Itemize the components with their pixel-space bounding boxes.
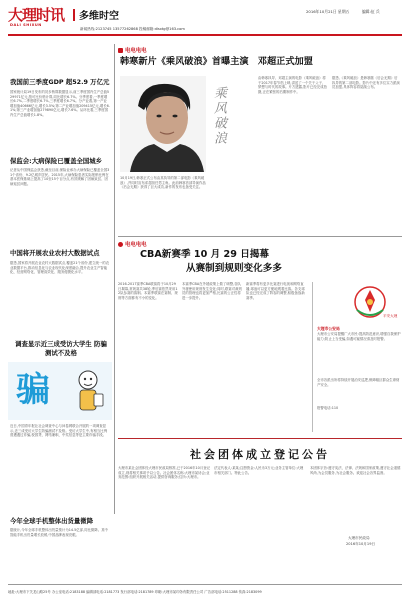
feature-headline: 韩寒新片《乘风破浪》首曝主演 邓超正式加盟	[120, 56, 313, 67]
date-line: 2016年10月21日 星期五	[306, 9, 350, 14]
cba-headline-2: 从赛制到规则变化多多	[186, 263, 282, 274]
left-headline-4: 调查显示近三成受访大学生 防骗测试不及格	[15, 340, 107, 357]
left-headline-3: 中国将开展农业农村大数据试点	[10, 249, 100, 257]
editor-line: 编辑:伍 兵	[362, 9, 380, 14]
feature-body-col3: 据悉,《乘风破浪》是韩寒继《后会无期》后执导的第二部电影。影片中还有多位实力派演员加盟,具体阵容将陆续公布。	[332, 76, 400, 89]
left-body-1: 国家统计局19日发布的初步核算数据显示,前三季度国内生产总值529971亿元,按可比价格计算,同比增长6.7%。分季度看,一季度增长6.7%,二季度增长6.7%,三季度增长6.7%。分产业看,第一产业增加值40666亿元,增长3.5%;第二产业增加值209415亿元,增长6.1%;第三产业增加值279890亿元,增长7.6%。从环比看,三季度国内生产总值增长1.8%。	[10, 90, 110, 117]
left-body-6: 据统计,今年全球手机整体出货量预计为14.5亿部,同比微降。其中智能手机出货量增长放缓,中国品牌表现亮眼。	[10, 528, 108, 537]
police-logo-text: 平安大理	[383, 314, 398, 318]
brand-sub: DALI SHIXUN	[10, 23, 42, 27]
calligraphy-text: 乘风破浪	[211, 86, 226, 146]
notice-body-a: 大理市某社会团体经大理市民政局核准,已于2016年10月登记成立,现将相关事项予以公告。社会团体名称:大理市某协会;业务范围:组织开展相关活动,提供咨询服务;住所:大理市。	[118, 466, 210, 479]
notice-body-c: 本团体宗旨:遵守宪法、法律、法规和国家政策,遵守社会道德风尚,为会员服务,为社会服务。欢迎社会各界监督。	[310, 466, 401, 475]
fraud-illustration	[8, 362, 112, 420]
police-item-2: 全市各派出所将持续开展治安巡逻,保障辖区群众生命财产安全。	[317, 378, 400, 387]
notice-top-rule	[118, 438, 402, 439]
masthead-red-rule	[8, 34, 402, 36]
cba-headline-1: CBA新赛季 10 月 29 日揭幕	[140, 249, 269, 260]
cba-section-tag: 电电电电	[118, 240, 147, 248]
column-divider	[114, 44, 115, 514]
police-body: 大理市公安局提醒广大市民:提高防范意识,增强自我保护能力;防止上当受骗,如遇可疑情况请及时报警。	[317, 332, 401, 341]
left-body-3: 据悉,国家将开展农业农村大数据试点,覆盖21个省份,建立统一的农业数据平台,推动信息化与农业现代化深度融合,提升农业生产智能化、经营网络化、管理高效化、服务便捷化水平。	[10, 261, 110, 274]
footer-rule	[8, 584, 402, 585]
left-headline-2: 保监会:大病保险已覆盖全国城乡	[10, 157, 103, 165]
cba-top-rule	[118, 236, 402, 237]
portrait-icon	[120, 76, 206, 172]
left-headline-1: 我国前三季度GDP 超52.9 万亿元	[10, 78, 110, 86]
footer	[8, 584, 402, 600]
notice-title: 社会团体成立登记公告	[190, 448, 330, 461]
left-column	[8, 44, 112, 554]
basketball-icon	[118, 242, 123, 247]
actor-photo	[120, 76, 206, 172]
feature-article	[118, 44, 402, 232]
masthead	[0, 0, 410, 40]
notice-signature: 大理市民政局	[348, 536, 370, 540]
notice-body-b: 法定代表人:某某;注册资金:人民币3万元;业务主管单位:大理市相关部门。特此公告。	[214, 466, 304, 475]
feature-body-col1: 10月19日,韩寒正式公布由其执导的第二部电影《乘风破浪》,并同时宣布邓超担任男主角。此前韩寒首部导演作品《后会无期》获得了巨大成功,新作的发布也备受关注。	[120, 176, 206, 189]
feature-section-tag: 电电电电	[118, 46, 147, 54]
left-headline-6: 今年全球手机整体出货量微降	[10, 517, 94, 525]
cartoon-figure-icon	[68, 368, 108, 416]
section-title: 多维时空	[79, 11, 119, 22]
feature-body-col2: 由韩寒执导、邓超主演的电影《乘风破浪》将于2017年春节档上映,讲述了一个关于父子、梦想与时代的故事。片方透露,影片已经完成拍摄,正在紧张的后期制作中。	[258, 76, 327, 94]
meta-line: 新闻热线:2123745 13577262868 投稿邮箱:dlsxtg@163.com	[80, 27, 185, 31]
police-item-3: 报警电话:110	[317, 406, 339, 410]
left-body-2: 记者从中国保监会获悉,截至目前,保险业承办大病保险已覆盖全国31个省份、9.2亿城乡居民。2015年,大病保险患者实际报销比例在基本医保基础上提高了10至15个百分点,有效缓解了因病致贫、因病返贫问题。	[10, 168, 110, 186]
section-divider-icon	[73, 9, 75, 21]
notice-section	[118, 438, 402, 558]
notice-date: 2016年10月19日	[346, 542, 376, 546]
film-calligraphy	[210, 86, 250, 170]
cba-body-col2: 本赛季CBA在外援政策上做了调整,各队外援使用规则发生变化;同时,联赛对裁判员的管理也将更加严格,比赛的公正性将进一步提升。	[182, 282, 242, 300]
cba-body-col1: 2016-2017赛季CBA联赛将于10月29日揭幕,常规赛共38轮,季后赛依然采用12队参赛的赛制。本赛季联赛在赛制、规则等方面都有不小的变化。	[118, 282, 178, 300]
police-box	[312, 282, 402, 432]
left-body-5: 近日,中国青年报社社会调查中心与问卷网联合开展的一项调查显示,近三成受访大学生防骗测试不及格。受访大学生中,有相当比例曾遭遇过诈骗,校园贷、网络兼职、中奖信息等是主要诈骗手段。	[10, 424, 108, 437]
footer-text: 地址:大理市下关龙山路25号 办公室电话:2183188 编辑部电话:2181773 发行部电话:2181789 印刷:大理市某印务有限责任公司 广告部电话:2511288 传真:2183099	[8, 590, 262, 594]
cba-body-col3: 新赛季将有更多比赛进行电视和网络直播,球迷可以更方便地观看比赛。各支球队也已经完成了阵容的调整,积极备战新赛季。	[246, 282, 305, 300]
fraud-graphic-label: 骗	[16, 370, 50, 410]
police-caption: 大理市公安局	[317, 326, 340, 331]
film-icon	[118, 48, 123, 53]
brand-main: 大理时讯	[8, 6, 65, 24]
